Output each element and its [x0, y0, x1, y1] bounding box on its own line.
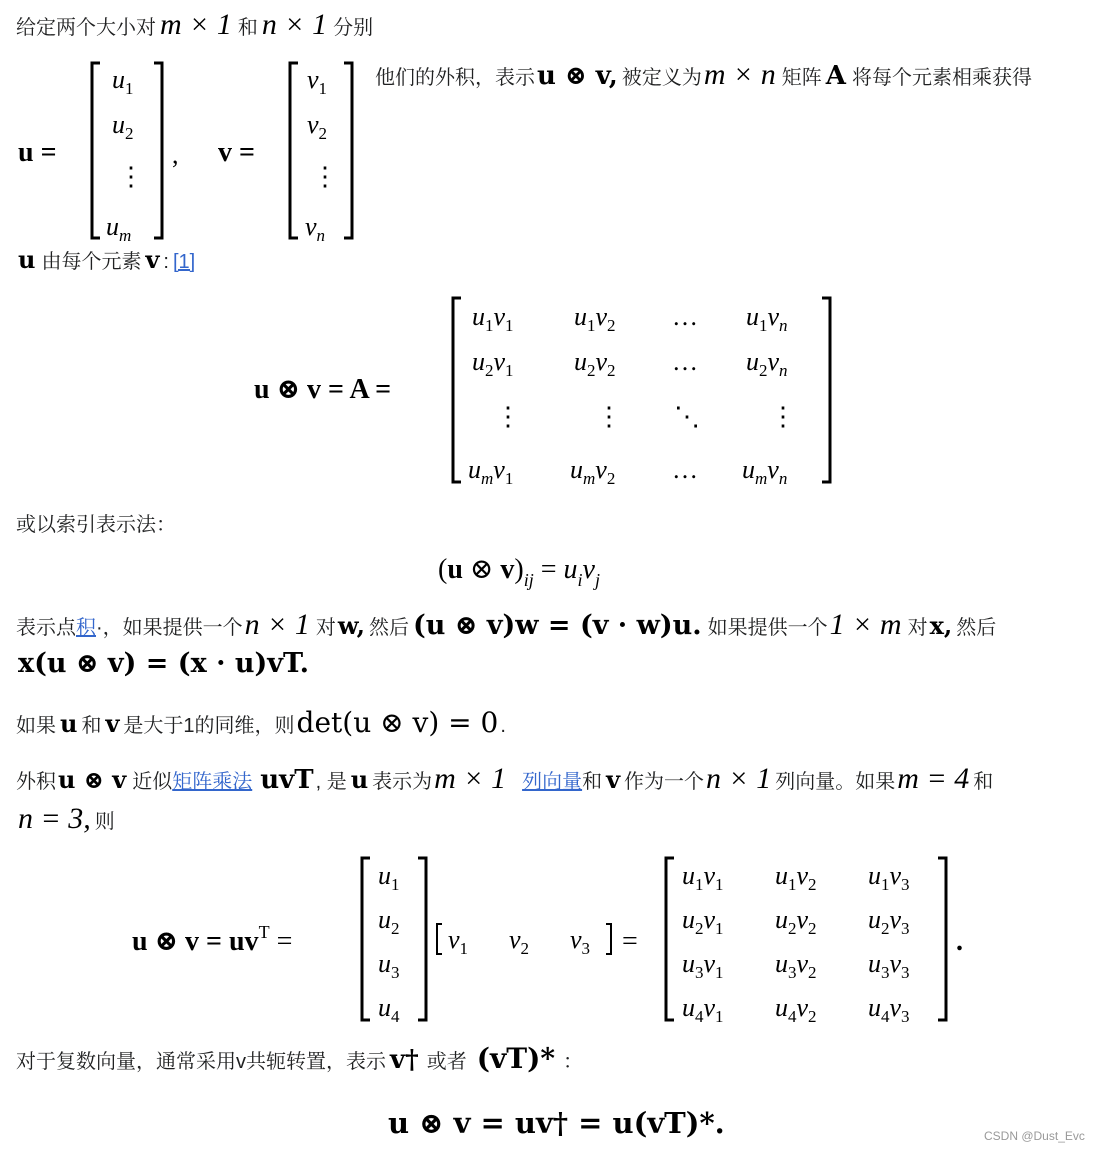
x-vector: x,: [929, 611, 953, 640]
det-u: u: [60, 709, 78, 738]
row-entry: $v_2$: [509, 925, 530, 958]
u-entry-m: $u_m$: [106, 212, 132, 245]
result-cell: $u_3v_1$: [682, 949, 724, 982]
matrix-multiplication-link[interactable]: 矩阵乘法: [172, 771, 253, 793]
u-otimes-v: u ⊗ v,: [537, 61, 618, 91]
eq1-cell: ⋮: [495, 402, 521, 431]
matmul-text-6: 作为一个: [624, 771, 705, 793]
eq1-cell: …: [672, 347, 698, 376]
n-equals-3: n = 3,: [18, 802, 91, 835]
complex-text-2: 或者: [426, 1051, 467, 1073]
m-times-n: m × n: [703, 58, 776, 91]
result-cell: $u_4v_2$: [775, 993, 817, 1026]
index-notation-text: 或以索引表示法：: [16, 514, 176, 536]
eq1-cell: $u_mv_2$: [570, 455, 616, 488]
one-times-m: 1 × m: [829, 608, 902, 641]
side-text-4: 将每个元素相乘获得: [851, 67, 1032, 89]
eq1-right-bracket: [822, 298, 830, 482]
watermark: CSDN @Dust_Evc: [984, 1129, 1085, 1143]
det-text-3: 是大于1的同维，则: [123, 715, 295, 737]
matrix-multiplication-line-1: [16, 762, 993, 796]
intro-text-1: 给定两个大小对: [16, 17, 156, 39]
v-symbol: v: [145, 245, 160, 274]
m-times-1: m × 1: [160, 8, 232, 41]
eq2-equals: =: [622, 926, 638, 957]
col-entry: $u_2$: [378, 905, 400, 938]
dot-product-line-1: [16, 608, 996, 642]
eq2-lhs: u ⊗ $v = uv^T$ =: [132, 922, 293, 957]
u-entry-2: $u_2$: [112, 110, 134, 143]
row-entry: $v_3$: [570, 925, 591, 958]
det-formula: det(u ⊗ v) = 0: [296, 706, 499, 739]
matrix-multiplication-line-2: [18, 802, 115, 836]
col-left-bracket: [362, 858, 370, 1020]
det-v: v: [105, 709, 120, 738]
col-entry: $u_4$: [378, 993, 400, 1026]
v-entry-1: $v_1$: [307, 65, 328, 98]
dot-text-3: 对: [315, 617, 336, 639]
matmul-uvT: uvT: [260, 765, 314, 795]
dot-equation-a: (u ⊗ v)w = (v · w)u.: [412, 610, 702, 641]
col-entry: $u_3$: [378, 949, 400, 982]
result-cell: $u_1v_2$: [775, 861, 817, 894]
eq1-cell: $u_1v_1$: [472, 302, 514, 335]
v-entry-n: $v_n$: [305, 212, 326, 245]
eq1-cell: $u_2v_1$: [472, 347, 514, 380]
eq1-cell: ⋮: [770, 402, 796, 431]
complex-formula: [388, 1106, 725, 1140]
eq1-cell: $u_2v_2$: [574, 347, 616, 380]
outer-product-definition: [375, 58, 1032, 92]
eq1-cell: …: [672, 455, 698, 484]
matmul-text-8: 和: [973, 771, 994, 793]
intro-line: [16, 8, 373, 42]
matmul-text-1: 外积: [16, 771, 56, 793]
result-cell: $u_1v_3$: [868, 861, 910, 894]
eq1-cell: ⋮: [596, 402, 622, 431]
matmul-text-5: 和: [582, 771, 603, 793]
index-formula-text: (u ⊗ $v)_{ij} = u_iv_j$: [438, 554, 600, 590]
n-times-1-dot: n × 1: [244, 608, 310, 641]
row-entry: $v_1$: [448, 925, 469, 958]
matmul-text-9: 则: [94, 811, 115, 833]
complex-colon: ：: [562, 1051, 583, 1073]
intro-text-3: 分别: [333, 17, 374, 39]
row-right-bracket: [606, 924, 611, 954]
outer-product-matrix-equation: [240, 290, 850, 490]
result-cell: $u_2v_1$: [682, 905, 724, 938]
dot-text-5: 如果提供一个: [707, 617, 828, 639]
matmul-text-3: , 是: [315, 771, 347, 793]
complex-vector-line: [16, 1042, 583, 1075]
dot-text-2: ·，如果提供一个: [96, 617, 243, 639]
matmul-text-7: 列向量。如果: [775, 771, 896, 793]
side-text-1: 他们的外积，表示: [375, 67, 535, 89]
eq2-period: .: [956, 926, 963, 957]
row-left-bracket: [437, 924, 442, 954]
w-vector: w,: [337, 611, 365, 640]
dot-text-7: 然后: [956, 617, 997, 639]
result-right-bracket: [938, 858, 946, 1020]
u-symbol: u: [18, 245, 36, 274]
result-left-bracket: [666, 858, 674, 1020]
matmul-u: u: [350, 765, 369, 794]
det-dot: .: [500, 715, 506, 737]
u-entry-1: $u_1$: [112, 65, 134, 98]
matmul-u-otimes-v: u ⊗ v: [58, 765, 127, 794]
v-right-bracket: [344, 63, 352, 238]
result-cell: $u_1v_1$: [682, 861, 724, 894]
dot-text-1: 表示点: [16, 617, 76, 639]
matmul-v: v: [606, 765, 621, 794]
matrix-product-equation: [120, 850, 980, 1030]
u-right-bracket: [154, 63, 162, 238]
column-vector-link[interactable]: 列向量: [522, 771, 583, 793]
matmul-n-times-1: n × 1: [706, 762, 772, 795]
reference-link-1[interactable]: [1]: [172, 251, 196, 273]
dot-product-link[interactable]: 积: [76, 617, 96, 639]
u-left-bracket: [92, 63, 100, 238]
dot-product-line-2: [18, 648, 309, 679]
eq1-cell: …: [672, 302, 698, 331]
each-element-text: 由每个元素: [41, 251, 142, 273]
determinant-line: [16, 706, 506, 739]
u-entry-vdots: ⋮: [118, 162, 144, 191]
eq1-cell: ⋱: [674, 402, 700, 431]
complex-formula-text: u ⊗ v = uv† = u(vT)*.: [388, 1106, 725, 1140]
v-entry-vdots: ⋮: [312, 162, 338, 191]
n-times-1: n × 1: [261, 8, 328, 41]
dot-text-4: 然后: [368, 617, 409, 639]
result-cell: $u_4v_3$: [868, 993, 910, 1026]
vectors-comma: ,: [172, 140, 179, 169]
result-cell: $u_2v_3$: [868, 905, 910, 938]
index-formula: [430, 542, 690, 592]
vT-star: (vT)*: [476, 1042, 555, 1075]
matrix-A: A: [825, 61, 846, 91]
eq1-cell: $u_mv_1$: [468, 455, 514, 488]
eq1-lhs: u ⊗ v = A =: [254, 374, 392, 405]
result-cell: $u_2v_2$: [775, 905, 817, 938]
u-label: u =: [18, 137, 57, 168]
eq1-cell: $u_2v_n$: [746, 347, 788, 380]
eq1-left-bracket: [453, 298, 461, 482]
matmul-m-times-1: m × 1: [434, 762, 507, 795]
side-text-2: 被定义为: [621, 67, 702, 89]
result-cell: $u_3v_3$: [868, 949, 910, 982]
dot-equation-b: x(u ⊗ v) = (x · u)vT.: [18, 648, 309, 679]
v-dagger: v†: [390, 1045, 419, 1075]
v-label: v =: [218, 137, 255, 168]
vector-definitions: [0, 55, 370, 250]
eq1-cell: $u_1v_n$: [746, 302, 788, 335]
v-entry-2: $v_2$: [307, 110, 328, 143]
each-element-line: [18, 245, 195, 274]
result-cell: $u_4v_1$: [682, 993, 724, 1026]
det-text-1: 如果: [16, 715, 56, 737]
side-text-3: 矩阵: [781, 67, 822, 89]
dot-text-6: 对: [907, 617, 928, 639]
eq1-cell: $u_1v_2$: [574, 302, 616, 335]
complex-text-1: 对于复数向量，通常采用v共轭转置，表示: [16, 1051, 386, 1073]
col-right-bracket: [418, 858, 426, 1020]
det-text-2: 和: [81, 715, 102, 737]
colon: :: [163, 251, 169, 273]
matmul-text-4: 表示为: [372, 771, 433, 793]
v-left-bracket: [290, 63, 298, 238]
intro-text-2: 和: [237, 17, 258, 39]
col-entry: $u_1$: [378, 861, 400, 894]
matmul-text-2: 近似: [132, 771, 173, 793]
result-cell: $u_3v_2$: [775, 949, 817, 982]
m-equals-4: m = 4: [897, 762, 970, 795]
eq1-cell: $u_mv_n$: [742, 455, 788, 488]
